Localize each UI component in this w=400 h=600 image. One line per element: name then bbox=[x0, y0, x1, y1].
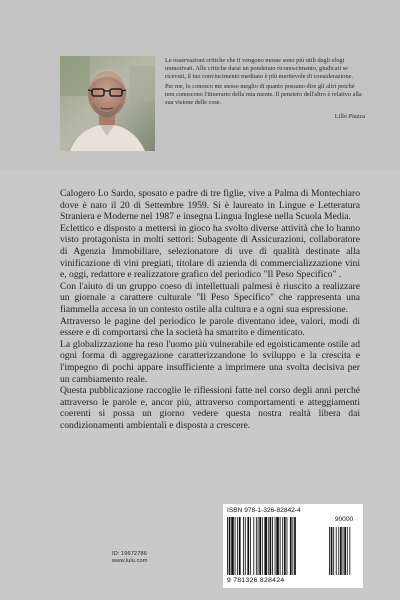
price-addon-text: 90000 bbox=[334, 516, 354, 523]
publisher-info bbox=[112, 551, 147, 565]
bio-paragraph: Questa pubblicazione raccoglie le riflessioni fatte nel corso degli anni perché attraverso le parole e, ancor più, attraverso comportamenti e atteggiamenti coerenti si possa un giorno vedere questa nostra realtà libera dai condizionamenti ambientali e disposta a crescere. bbox=[60, 385, 360, 431]
isbn-text: ISBN 978-1-326-82842-4 bbox=[227, 507, 301, 514]
quote-paragraph: Per me, lo conosco me stesso meglio di quanto possano dire gli altri poiché non conoscono l'itinerario della mia mente. Il pensiero dell'altro è relativo alla sua visione delle cose. bbox=[165, 82, 362, 107]
quote-block bbox=[165, 57, 365, 122]
author-photo bbox=[60, 56, 155, 151]
quote-paragraph: Le osservazioni critiche che ti vengono mosse sono più utili degli elogi immotivati. Alle critiche darai un ponderato riconoscimento, giudicati se ricevuti, il tuo convincimento meditato è più meritevole di considerazione. bbox=[165, 57, 353, 81]
bio-paragraph: La globalizzazione ha reso l'uomo più vulnerabile ed egoisticamente ostile ad ogni forma di aggregazione caratterizzandone lo sviluppo e la crescita e l'impegno di pochi appare insufficiente a imprimere una svolta decisiva per un cambiamento reale. bbox=[60, 338, 360, 385]
barcode-bars bbox=[227, 517, 361, 579]
publisher-id: ID: 19672786 bbox=[112, 551, 147, 557]
bio-paragraph: Eclettico e disposto a mettersi in gioco ha svolto diverse attività che lo hanno visto protagonista in molti settori: Subagente di Assicurazioni, collaboratore di Agenzia Immobiliare, selezionatore di uve di qualità destinate alla vinificazione di vini pregiati, titolare di azienda di commercializzazione vini e, oggi, redattore e realizzatore grafico del periodico "Il Peso Specifico" . bbox=[60, 222, 360, 281]
isbn-barcode bbox=[223, 504, 363, 588]
publisher-url: www.lulu.com bbox=[112, 558, 148, 564]
author-bio bbox=[60, 188, 360, 431]
ean-digits: 9 781326 828424 bbox=[227, 577, 285, 584]
quote-signature: Lillo Piazza bbox=[334, 113, 365, 121]
bio-paragraph: Attraverso le pagine del periodico le parole diventano idee, valori, modi di essere e di comportarsi che la società ha smarrito e dimenticato. bbox=[60, 315, 360, 339]
bio-paragraph: Calogero Lo Sardo, sposato e padre di tre figlie, vive a Palma di Montechiaro dove è nato il 20 di Settembre 1959. Si è laureato in Lingue e Letteratura Straniera e Moderne nel 1987 e insegna Lingua Inglese nella Scuola Media. bbox=[60, 188, 360, 223]
bio-paragraph: Con l'aiuto di un gruppo coeso di intellettuali palmesi è riuscito a realizzare un giornale a carattere culturale "Il Peso Specifico" che rappresenta una fiammella accesa in un contesto ostile alla cultura e a ogni sua espressione. bbox=[60, 280, 360, 315]
